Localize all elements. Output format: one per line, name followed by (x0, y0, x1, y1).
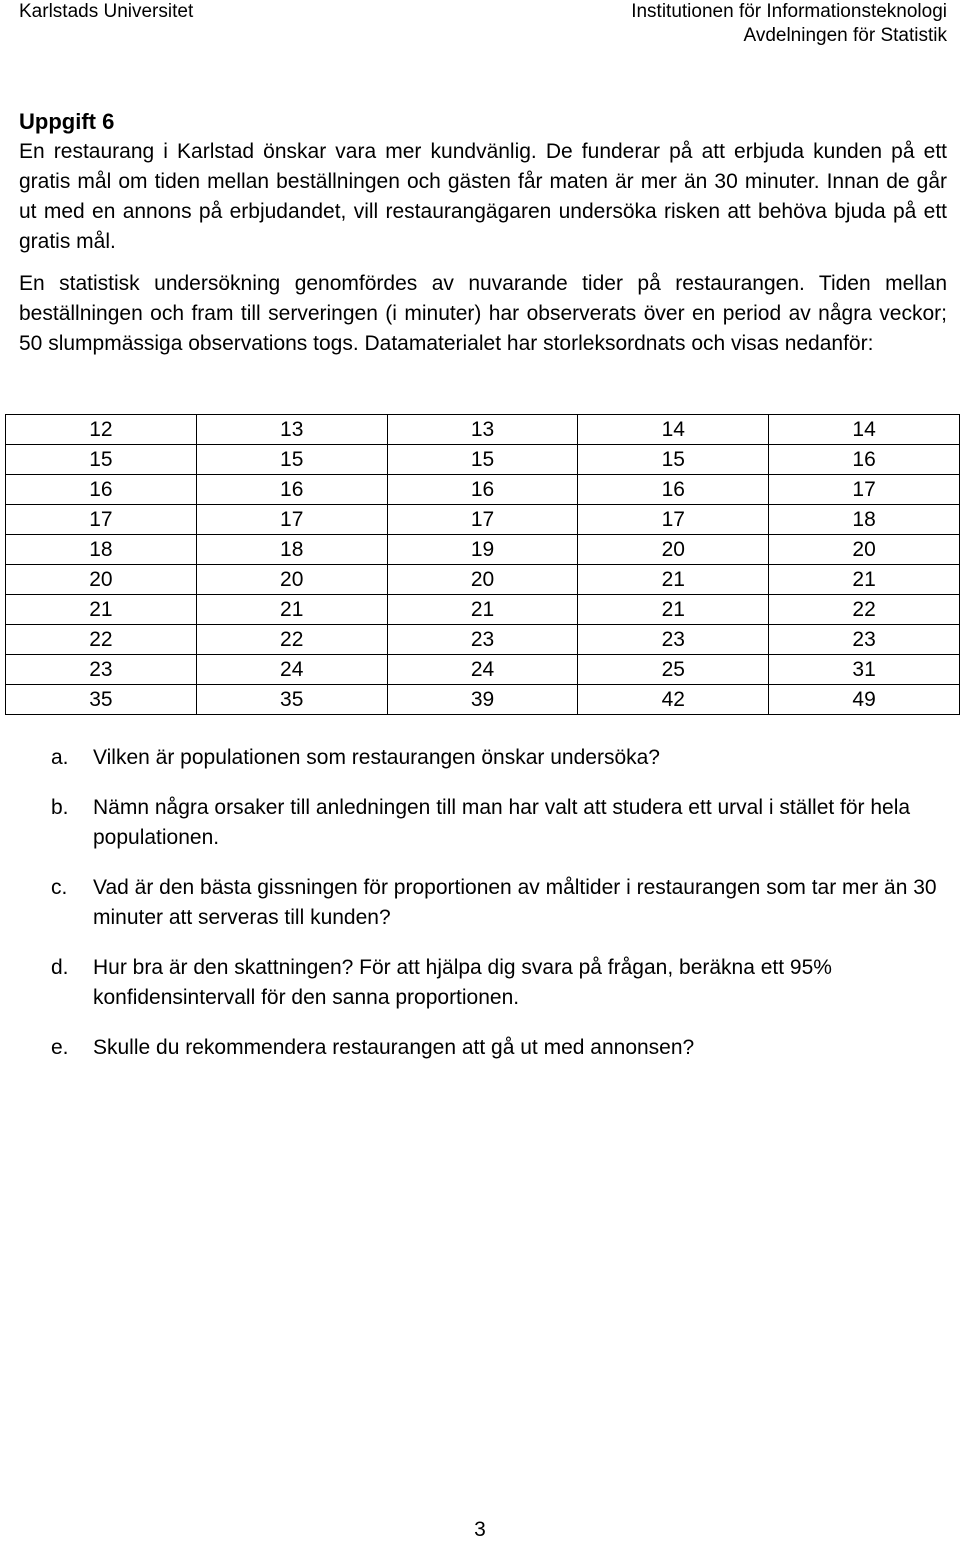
table-cell: 19 (387, 535, 578, 565)
table-row (6, 595, 960, 625)
table-cell: 21 (196, 595, 387, 625)
observations-table (5, 414, 960, 715)
table-cell: 14 (769, 415, 960, 445)
table-row (6, 475, 960, 505)
table-cell: 17 (387, 505, 578, 535)
table-cell: 21 (6, 595, 197, 625)
table-cell: 13 (387, 415, 578, 445)
table-cell: 49 (769, 685, 960, 715)
table-cell: 21 (578, 595, 769, 625)
table-row (6, 655, 960, 685)
table-cell: 22 (769, 595, 960, 625)
question-item (51, 873, 941, 933)
question-letter: b. (51, 796, 69, 819)
table-cell: 18 (769, 505, 960, 535)
table-cell: 13 (196, 415, 387, 445)
table-row (6, 535, 960, 565)
table-cell: 12 (6, 415, 197, 445)
question-text: Skulle du rekommendera restaurangen att gå ut med annonsen? (93, 1036, 695, 1059)
table-row (6, 445, 960, 475)
question-text: Hur bra är den skattningen? För att hjälpa dig svara på frågan, beräkna ett 95% konfidensintervall för den sanna proportionen. (93, 956, 832, 1009)
table-row (6, 625, 960, 655)
table-cell: 15 (196, 445, 387, 475)
header-university: Karlstads Universitet (19, 1, 194, 22)
table-cell: 24 (387, 655, 578, 685)
table-cell: 18 (196, 535, 387, 565)
table-cell: 22 (6, 625, 197, 655)
table-cell: 20 (387, 565, 578, 595)
header-division: Avdelningen för Statistik (743, 25, 947, 46)
table-row (6, 565, 960, 595)
table-cell: 22 (196, 625, 387, 655)
question-text: Vilken är populationen som restaurangen önskar undersöka? (93, 746, 660, 769)
table-cell: 15 (6, 445, 197, 475)
task-title: Uppgift 6 (19, 109, 115, 134)
header-department (631, 0, 947, 48)
table-cell: 35 (6, 685, 197, 715)
table-cell: 14 (578, 415, 769, 445)
table-cell: 15 (387, 445, 578, 475)
table-cell: 31 (769, 655, 960, 685)
question-letter: a. (51, 746, 69, 769)
table-cell: 21 (387, 595, 578, 625)
table-cell: 39 (387, 685, 578, 715)
question-letter: d. (51, 956, 69, 979)
table-cell: 42 (578, 685, 769, 715)
question-item (51, 743, 941, 773)
table-cell: 23 (387, 625, 578, 655)
table-cell: 17 (769, 475, 960, 505)
table-cell: 20 (196, 565, 387, 595)
table-cell: 23 (769, 625, 960, 655)
table-cell: 16 (769, 445, 960, 475)
task-section (19, 107, 947, 359)
page-number: 3 (474, 1518, 486, 1541)
task-intro-paragraph: En restaurang i Karlstad önskar vara mer kundvänlig. De funderar på att erbjuda kunden på ett gratis mål om tiden mellan beställningen och gästen får maten är mer än 30 minuter. Innan de går ut med en annons på erbjudandet, vill restaurangägaren undersöka risken att behöva bjuda på ett gratis mål. (19, 140, 947, 253)
table-cell: 23 (578, 625, 769, 655)
header-institution: Institutionen för Informationsteknologi (631, 1, 947, 22)
question-list (51, 743, 941, 1083)
table-cell: 25 (578, 655, 769, 685)
table-cell: 18 (6, 535, 197, 565)
table-cell: 17 (578, 505, 769, 535)
table-cell: 17 (196, 505, 387, 535)
question-item (51, 793, 941, 853)
question-letter: e. (51, 1036, 69, 1059)
table-cell: 16 (196, 475, 387, 505)
table-cell: 20 (578, 535, 769, 565)
table-cell: 35 (196, 685, 387, 715)
table-cell: 23 (6, 655, 197, 685)
table-row (6, 505, 960, 535)
table-row (6, 685, 960, 715)
table-cell: 21 (578, 565, 769, 595)
table-cell: 15 (578, 445, 769, 475)
table-cell: 16 (387, 475, 578, 505)
question-text: Nämn några orsaker till anledningen till man har valt att studera ett urval i stället för hela populationen. (93, 796, 911, 849)
table-row (6, 415, 960, 445)
question-letter: c. (51, 876, 68, 899)
question-text: Vad är den bästa gissningen för proportionen av måltider i restaurangen som tar mer än 30 minuter att serveras till kunden? (93, 876, 937, 929)
table-cell: 20 (6, 565, 197, 595)
table-cell: 16 (578, 475, 769, 505)
table-cell: 20 (769, 535, 960, 565)
question-item (51, 1033, 941, 1063)
table-cell: 21 (769, 565, 960, 595)
task-survey-paragraph: En statistisk undersökning genomfördes av nuvarande tider på restaurangen. Tiden mellan beställningen och fram till serveringen (i minuter) har observerats över en period av några veckor; 50 slumpmässiga observations togs. Datamaterialet har storleksordnats och visas nedanför: (19, 272, 947, 355)
table-cell: 17 (6, 505, 197, 535)
table-cell: 16 (6, 475, 197, 505)
question-item (51, 953, 941, 1013)
table-cell: 24 (196, 655, 387, 685)
